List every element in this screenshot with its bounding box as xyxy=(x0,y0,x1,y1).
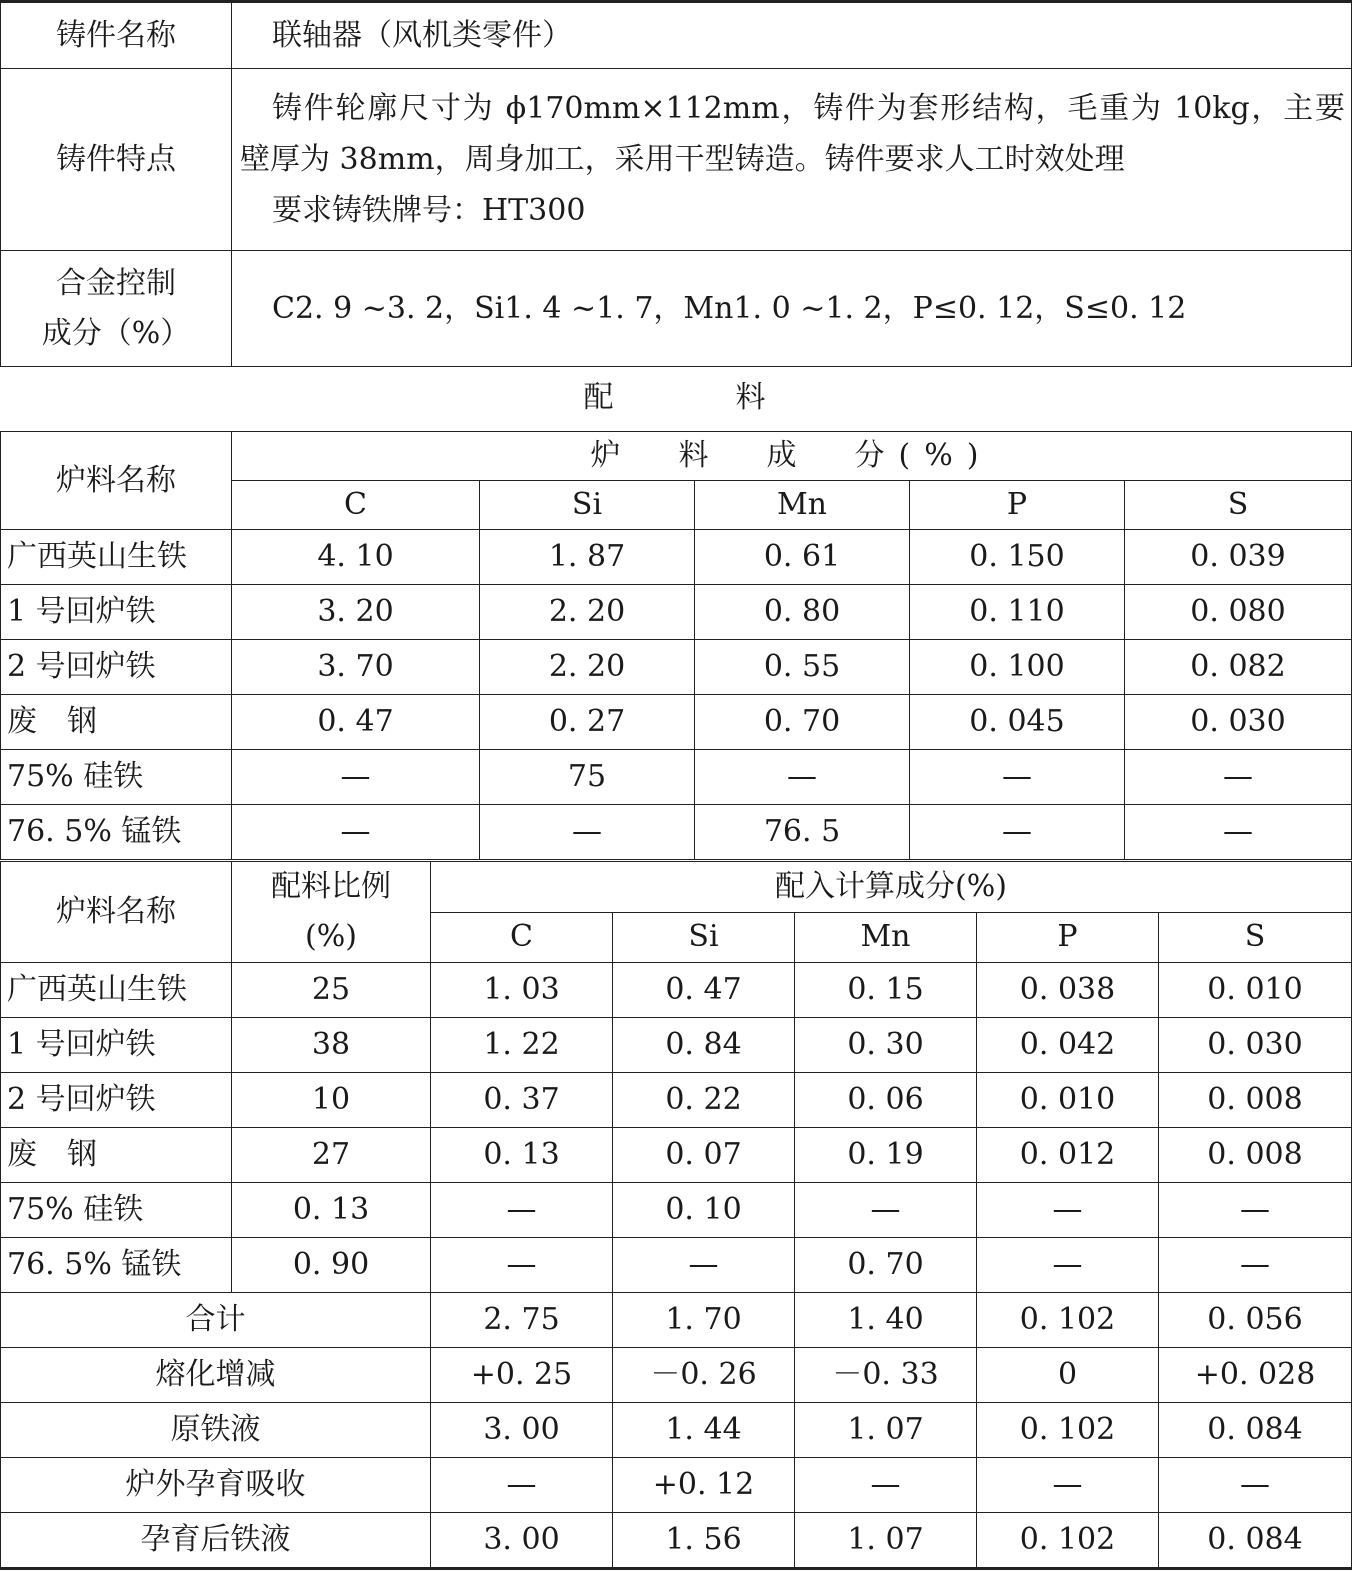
cell-p: — xyxy=(977,1458,1159,1513)
ratio-header-line-2: (%) xyxy=(305,919,357,954)
calc-name-header: 炉料名称 xyxy=(1,862,232,963)
row-name: 75% 硅铁 xyxy=(1,1183,232,1238)
alloy-control-value: C2. 9 ~3. 2，Si1. 4 ~1. 7，Mn1. 0 ~1. 2，P≤0. 12，S≤0. 12 xyxy=(232,251,1352,367)
cell-s: 0. 030 xyxy=(1125,695,1352,750)
col-header-si: Si xyxy=(480,481,695,530)
cell-ratio: 0. 13 xyxy=(232,1183,431,1238)
casting-name-label: 铸件名称 xyxy=(1,2,232,69)
cell-c: 3. 00 xyxy=(431,1403,613,1458)
feature-line-1: 铸件轮廓尺寸为 ϕ170mm×112mm，铸件为套形结构，毛重为 10kg，主要 xyxy=(272,90,1345,126)
summary-row xyxy=(1,1403,1352,1458)
cell-p: — xyxy=(977,1238,1159,1293)
cell-mn: 76. 5 xyxy=(695,805,910,860)
feature-line-2: 壁厚为 38mm，周身加工，采用干型铸造。铸件要求人工时效处理 xyxy=(240,141,1125,177)
col-header-p: P xyxy=(910,481,1125,530)
casting-name-value: 联轴器（风机类零件） xyxy=(232,2,1352,69)
calc-col-header-c: C xyxy=(431,912,613,963)
cell-si: 0. 10 xyxy=(613,1183,795,1238)
cell-si: 1. 56 xyxy=(613,1513,795,1569)
row-name: 75% 硅铁 xyxy=(1,750,232,805)
cell-mn: — xyxy=(695,750,910,805)
cell-p: 0. 010 xyxy=(977,1073,1159,1128)
cell-c: 3. 20 xyxy=(232,585,480,640)
cell-ratio: 27 xyxy=(232,1128,431,1183)
calc-col-header-p: P xyxy=(977,912,1159,963)
section-title-right: 料 xyxy=(735,380,768,415)
summary-row xyxy=(1,1348,1352,1403)
cell-si: 0. 27 xyxy=(480,695,695,750)
table-row xyxy=(1,1183,1352,1238)
row-name: 广西英山生铁 xyxy=(1,963,232,1018)
summary-row xyxy=(1,1513,1352,1569)
cell-mn: 0. 70 xyxy=(695,695,910,750)
calc-col-header-s: S xyxy=(1159,912,1352,963)
row-name: 76. 5% 锰铁 xyxy=(1,1238,232,1293)
cell-si: 1. 70 xyxy=(613,1293,795,1348)
cell-s: 0. 010 xyxy=(1159,963,1352,1018)
cell-c: 0. 37 xyxy=(431,1073,613,1128)
summary-label: 孕育后铁液 xyxy=(1,1513,431,1569)
table-row xyxy=(1,963,1352,1018)
cell-ratio: 25 xyxy=(232,963,431,1018)
casting-feature-text xyxy=(232,69,1352,251)
cell-si: — xyxy=(480,805,695,860)
alloy-label-line-2: 成分（%） xyxy=(41,315,191,351)
col-header-s: S xyxy=(1125,481,1352,530)
cell-s: 0. 030 xyxy=(1159,1018,1352,1073)
cell-s: 0. 056 xyxy=(1159,1293,1352,1348)
cell-s: — xyxy=(1159,1183,1352,1238)
cell-si: －0. 26 xyxy=(613,1348,795,1403)
charge-calculation-table xyxy=(0,861,1352,1570)
cell-s: — xyxy=(1159,1458,1352,1513)
cell-s: 0. 082 xyxy=(1125,640,1352,695)
cell-c: 0. 13 xyxy=(431,1128,613,1183)
cell-mn: 0. 80 xyxy=(695,585,910,640)
col-header-mn: Mn xyxy=(695,481,910,530)
row-name: 2 号回炉铁 xyxy=(1,640,232,695)
casting-feature-label: 铸件特点 xyxy=(1,69,232,251)
table-row xyxy=(1,1128,1352,1183)
section-title-left: 配 xyxy=(583,380,616,415)
cell-mn: 0. 61 xyxy=(695,530,910,585)
cell-mn: 0. 70 xyxy=(795,1238,977,1293)
cell-c: 3. 00 xyxy=(431,1513,613,1569)
cell-mn: — xyxy=(795,1458,977,1513)
cell-mn: 1. 40 xyxy=(795,1293,977,1348)
table-row xyxy=(1,1018,1352,1073)
cell-c: +0. 25 xyxy=(431,1348,613,1403)
cell-p: 0. 110 xyxy=(910,585,1125,640)
row-name: 76. 5% 锰铁 xyxy=(1,805,232,860)
table-row xyxy=(1,640,1352,695)
table-row xyxy=(1,585,1352,640)
cell-p: — xyxy=(977,1183,1159,1238)
cell-p: 0. 102 xyxy=(977,1513,1159,1569)
cell-c: 1. 03 xyxy=(431,963,613,1018)
ratio-header-line-1: 配料比例 xyxy=(271,869,391,904)
calc-col-header-mn: Mn xyxy=(795,912,977,963)
table-row xyxy=(1,805,1352,860)
cell-c: — xyxy=(232,750,480,805)
cell-p: 0. 100 xyxy=(910,640,1125,695)
col-header-c: C xyxy=(232,481,480,530)
cell-s: — xyxy=(1125,805,1352,860)
cell-si: 1. 87 xyxy=(480,530,695,585)
cell-si: 2. 20 xyxy=(480,640,695,695)
cell-c: 3. 70 xyxy=(232,640,480,695)
casting-info-table xyxy=(0,0,1352,367)
cell-si: — xyxy=(613,1238,795,1293)
cell-mn: －0. 33 xyxy=(795,1348,977,1403)
table-row xyxy=(1,1238,1352,1293)
cell-si: 1. 44 xyxy=(613,1403,795,1458)
cell-c: — xyxy=(232,805,480,860)
cell-ratio: 38 xyxy=(232,1018,431,1073)
row-name: 2 号回炉铁 xyxy=(1,1073,232,1128)
cell-si: 0. 84 xyxy=(613,1018,795,1073)
cell-c: — xyxy=(431,1238,613,1293)
cell-c: 4. 10 xyxy=(232,530,480,585)
charge-name-header: 炉料名称 xyxy=(1,432,232,530)
cell-s: — xyxy=(1159,1238,1352,1293)
cell-s: 0. 008 xyxy=(1159,1073,1352,1128)
cell-si: 0. 07 xyxy=(613,1128,795,1183)
alloy-control-label xyxy=(1,251,232,367)
row-name: 废 钢 xyxy=(1,695,232,750)
summary-label: 炉外孕育吸收 xyxy=(1,1458,431,1513)
cell-mn: 0. 30 xyxy=(795,1018,977,1073)
cell-mn: 0. 06 xyxy=(795,1073,977,1128)
cell-si: 2. 20 xyxy=(480,585,695,640)
table-row xyxy=(1,695,1352,750)
cell-s: — xyxy=(1125,750,1352,805)
cell-mn: 0. 15 xyxy=(795,963,977,1018)
cell-p: 0. 045 xyxy=(910,695,1125,750)
cell-s: 0. 084 xyxy=(1159,1513,1352,1569)
summary-row xyxy=(1,1293,1352,1348)
cell-s: 0. 039 xyxy=(1125,530,1352,585)
calc-composition-header: 配入计算成分(%) xyxy=(431,862,1352,913)
cell-si: 0. 22 xyxy=(613,1073,795,1128)
cell-s: 0. 080 xyxy=(1125,585,1352,640)
charge-composition-header: 炉 料 成 分(%) xyxy=(232,432,1352,481)
summary-label: 原铁液 xyxy=(1,1403,431,1458)
calc-col-header-si: Si xyxy=(613,912,795,963)
cell-p: — xyxy=(910,805,1125,860)
cell-s: 0. 008 xyxy=(1159,1128,1352,1183)
cell-mn: — xyxy=(795,1183,977,1238)
cell-p: 0. 102 xyxy=(977,1293,1159,1348)
row-name: 1 号回炉铁 xyxy=(1,1018,232,1073)
cell-p: 0. 102 xyxy=(977,1403,1159,1458)
summary-label: 合计 xyxy=(1,1293,431,1348)
alloy-label-line-1: 合金控制 xyxy=(56,265,176,301)
cell-p: — xyxy=(910,750,1125,805)
cell-p: 0 xyxy=(977,1348,1159,1403)
charge-composition-table xyxy=(0,431,1352,860)
cell-mn: 1. 07 xyxy=(795,1403,977,1458)
cell-p: 0. 042 xyxy=(977,1018,1159,1073)
cell-ratio: 0. 90 xyxy=(232,1238,431,1293)
cell-s: +0. 028 xyxy=(1159,1348,1352,1403)
cell-c: — xyxy=(431,1183,613,1238)
row-name: 广西英山生铁 xyxy=(1,530,232,585)
table-row xyxy=(1,750,1352,805)
cell-si: 0. 47 xyxy=(613,963,795,1018)
cell-s: 0. 084 xyxy=(1159,1403,1352,1458)
summary-row xyxy=(1,1458,1352,1513)
cell-c: 2. 75 xyxy=(431,1293,613,1348)
row-name: 1 号回炉铁 xyxy=(1,585,232,640)
cell-si: 75 xyxy=(480,750,695,805)
ratio-header xyxy=(232,862,431,963)
cell-c: — xyxy=(431,1458,613,1513)
feature-line-3: 要求铸铁牌号：HT300 xyxy=(272,192,586,228)
cell-p: 0. 012 xyxy=(977,1128,1159,1183)
cell-mn: 0. 19 xyxy=(795,1128,977,1183)
row-name: 废 钢 xyxy=(1,1128,232,1183)
cell-p: 0. 150 xyxy=(910,530,1125,585)
table-row xyxy=(1,1073,1352,1128)
cell-mn: 0. 55 xyxy=(695,640,910,695)
cell-ratio: 10 xyxy=(232,1073,431,1128)
table-row xyxy=(1,530,1352,585)
cell-p: 0. 038 xyxy=(977,963,1159,1018)
cell-c: 1. 22 xyxy=(431,1018,613,1073)
cell-c: 0. 47 xyxy=(232,695,480,750)
cell-mn: 1. 07 xyxy=(795,1513,977,1569)
cell-si: +0. 12 xyxy=(613,1458,795,1513)
section-title xyxy=(0,365,1351,431)
summary-label: 熔化增减 xyxy=(1,1348,431,1403)
